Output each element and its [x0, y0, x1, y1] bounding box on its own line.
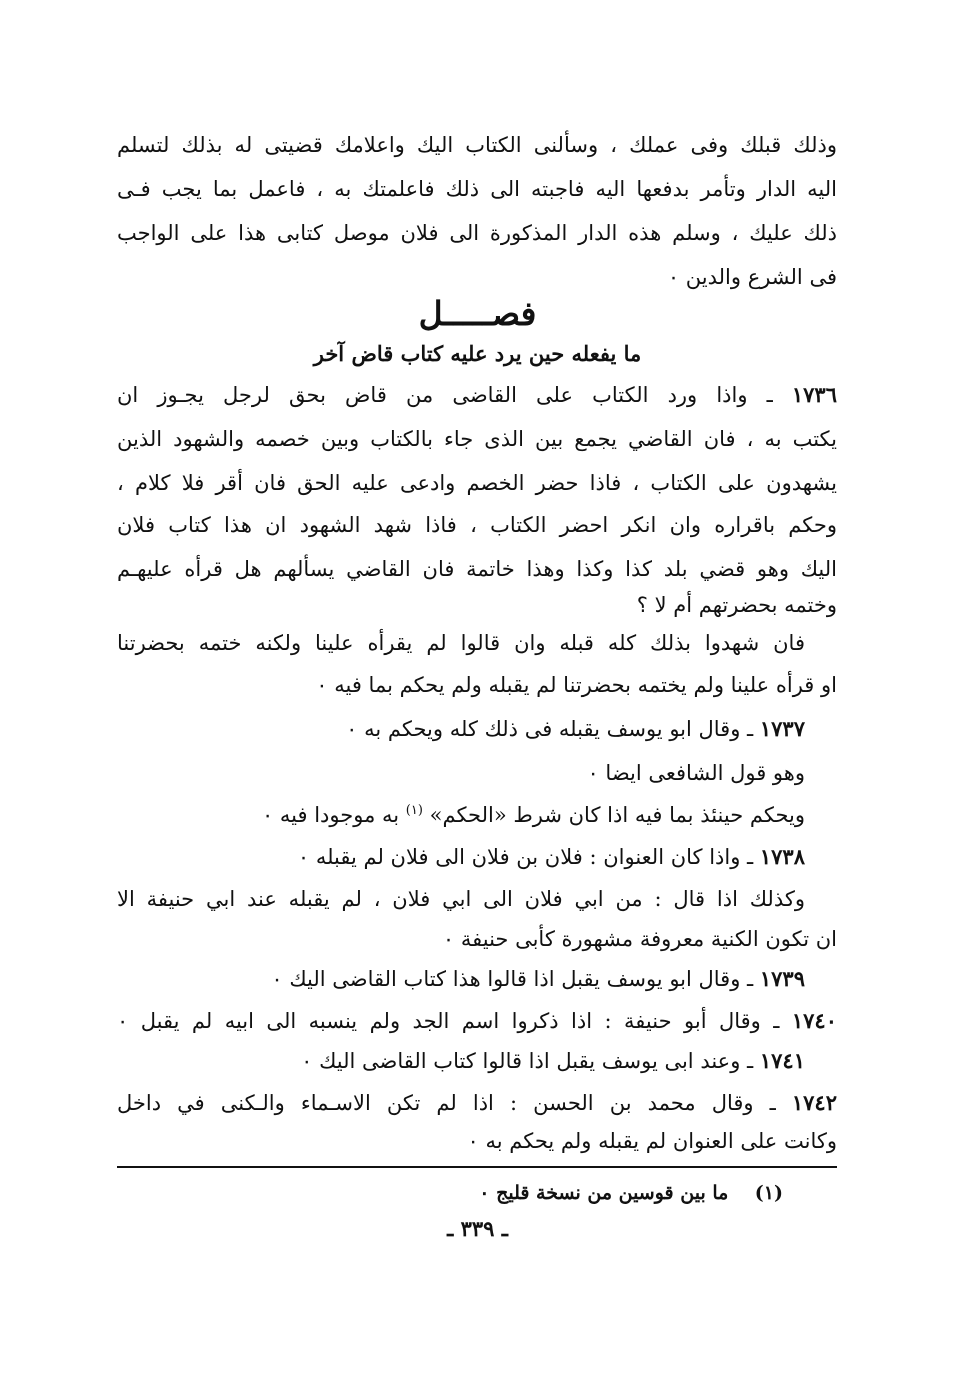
body-line-2: اليه الدار وتأمر بدفعها اليه فاجبته الى ذلك فاعلمتك به ، فاعمل بما يجب فـى	[117, 177, 837, 201]
body-line-4: فى الشرع والدين ٠	[667, 265, 837, 289]
paragraph-1737	[117, 712, 805, 746]
paragraph-text: ـ واذا كان العنوان : فلان بن فلان الى فلان لم يقبله ٠	[297, 845, 754, 869]
paragraph-text: ـ واذا ورد الكتاب على القاضى من قاض بحق لرجل يجـوز ان	[117, 383, 773, 407]
paragraph-1736-line-4: وحكم باقراره وان انكر احضر الكتاب ، فاذا شهد الشهود ان هذا كتاب فلان	[117, 513, 837, 537]
paragraph-1736-line-5: اليك وهو قضي بلد كذا وكذا وهذا خاتمة فان القاضي يسألهم هل قرأه عليهـم	[117, 557, 837, 581]
witness-line-2: او قرأه علينا ولم يختمه بحضرتنا لم يقبله ولم يحكم بما فيه ٠	[316, 673, 837, 697]
footnote	[479, 1178, 783, 1208]
paragraph-1742-line-1	[117, 1086, 837, 1120]
paragraph-1742-line-2: وكانت على العنوان لم يقبله ولم يحكم به ٠	[467, 1129, 837, 1153]
paragraph-1736-line-3: يشهدون على الكتاب ، فاذا حضر الخصم وادعى عليه الحق فان أقر فلا كلام ،	[117, 471, 837, 495]
paragraph-text: ـ وقال ابو يوسف يقبله فى ذلك كله ويحكم به ٠	[346, 717, 754, 741]
footnote-divider	[117, 1166, 837, 1168]
paragraph-1736-line-2: يكتب به ، فان القاضي يجمع بين الذى جاء بالكتاب وبين خصمه والشهود الذين	[117, 427, 837, 451]
section-subheading: ما يفعله حين يرد عليه كتاب قاض آخر	[313, 341, 642, 366]
section-heading: فصـــــل	[418, 294, 537, 333]
paragraph-1739	[117, 962, 805, 996]
shafii-line: وهو قول الشافعى ايضا ٠	[587, 761, 805, 785]
footnote-reference: (١)	[405, 803, 423, 818]
paragraph-1741	[117, 1044, 805, 1078]
paragraph-number: ١٧٣٩	[759, 966, 805, 991]
witness-line-1: فان شهدوا بذلك كله قبله وان قالوا لم يقرأه علينا ولكنه ختمه بحضرتنا	[117, 631, 805, 655]
paragraph-text: ـ وعند ابى يوسف يقبل اذا قالوا كتاب القاضى اليك ٠	[301, 1049, 754, 1073]
body-line-1: وذلك قبلك وفى عملك ، وسألنى الكتاب اليك واعلامك قضيتى له بذلك لتسلم	[117, 133, 837, 157]
paragraph-text: ـ وقال ابو يوسف يقبل اذا قالوا هذا كتاب القاضى اليك ٠	[271, 967, 754, 991]
kunya-line-2: ان تكون الكنية معروفة مشهورة كأبى حنيفة ٠	[442, 927, 837, 951]
paragraph-number: ١٧٣٦	[791, 382, 837, 407]
paragraph-number: ١٧٤٢	[791, 1090, 837, 1115]
paragraph-1736-line-1	[117, 378, 837, 412]
paragraph-1740	[117, 1004, 837, 1038]
judgment-text-after: به موجودا فيه ٠	[261, 803, 400, 827]
kunya-line-1: وكذلك اذا قال : من ابي فلان الى ابي فلان ، لم يقبله عند ابي حنيفة الا	[117, 887, 805, 911]
page-number: ـ ٣٣٩ ـ	[447, 1216, 508, 1241]
paragraph-number: ١٧٣٧	[759, 716, 805, 741]
paragraph-text: ـ وقال أبو حنيفة : اذا ذكروا اسم الجد ولم ينسبه الى ابيه لم يقبل ٠	[117, 1009, 780, 1033]
paragraph-1736-line-6: وختمه بحضرتهم أم لا ؟	[636, 593, 837, 617]
paragraph-number: ١٧٤٠	[791, 1008, 837, 1033]
judgment-text-before: ويحكم حينئذ بما فيه اذا كان شرط «الحكم»	[429, 803, 805, 827]
paragraph-number: ١٧٤١	[759, 1048, 805, 1073]
paragraph-text: ـ وقال محمد بن الحسن : اذا لم تكن الاسـماء والـكنى في داخل	[117, 1091, 776, 1115]
paragraph-number: ١٧٣٨	[759, 844, 805, 869]
footnote-text: ما بين قوسين من نسخة قليج ٠	[479, 1182, 729, 1204]
paragraph-1738	[117, 840, 805, 874]
footnote-marker: (١)	[754, 1182, 783, 1204]
body-line-3: ذلك عليك ، وسلم هذه الدار المذكورة الى فلان موصل كتابى هذا على الواجب	[117, 221, 837, 245]
judgment-line	[117, 798, 805, 832]
